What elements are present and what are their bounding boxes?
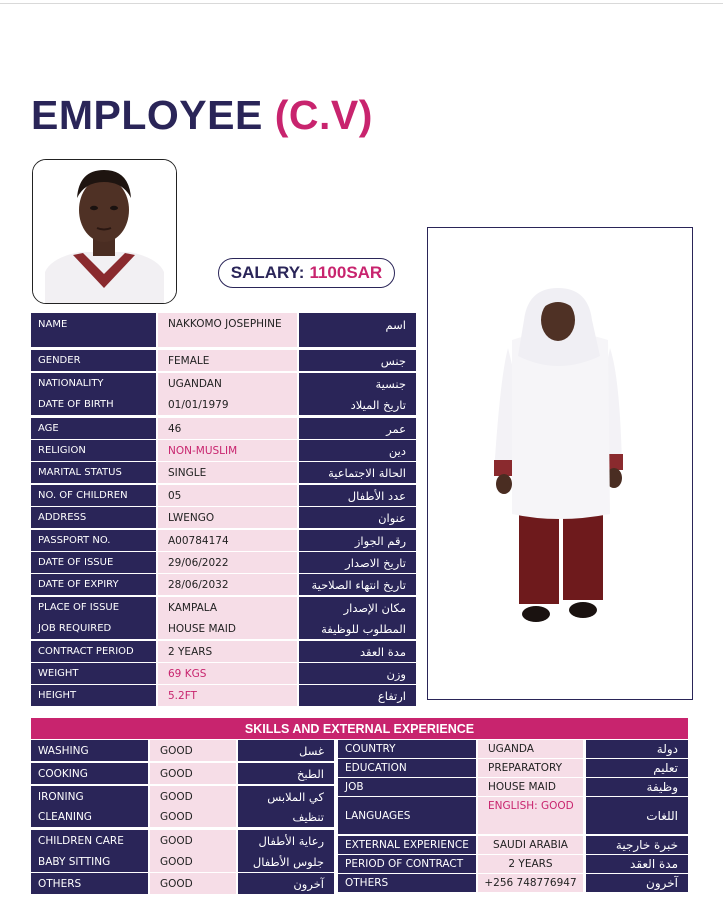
skill-value: GOOD: [150, 873, 236, 894]
table-row: [338, 836, 688, 854]
row-value: A00784174: [158, 530, 297, 551]
table-row: [338, 797, 688, 834]
top-divider: [0, 3, 723, 4]
title-main: EMPLOYEE: [31, 92, 263, 138]
row-arabic-label: مدة العقد: [299, 641, 416, 662]
table-row: [31, 851, 334, 872]
skill-arabic-label: الطبخ: [238, 763, 334, 784]
row-label: WEIGHT: [31, 663, 156, 684]
row-arabic-label: عدد الأطفال: [299, 485, 416, 506]
row-label: NAME: [31, 313, 156, 347]
skill-label: COOKING: [31, 763, 148, 784]
table-row: [31, 873, 334, 894]
experience-arabic-label: دولة: [586, 740, 688, 758]
salary-badge: [218, 258, 395, 288]
skills-section-header: SKILLS AND EXTERNAL EXPERIENCE: [31, 718, 688, 739]
table-row: [338, 874, 688, 892]
skill-arabic-label: آخرون: [238, 873, 334, 894]
row-value: 69 KGS: [158, 663, 297, 684]
table-row: [31, 786, 334, 807]
row-value: 05: [158, 485, 297, 506]
skill-label: BABY SITTING: [31, 851, 148, 872]
row-arabic-label: وزن: [299, 663, 416, 684]
row-label: GENDER: [31, 350, 156, 371]
table-row: [31, 806, 334, 827]
experience-value: PREPARATORY: [478, 759, 583, 777]
row-arabic-label: جنس: [299, 350, 416, 371]
skill-arabic-label: جلوس الأطفال: [238, 851, 334, 872]
row-value: LWENGO: [158, 507, 297, 528]
table-row: [31, 530, 416, 551]
experience-value: HOUSE MAID: [478, 778, 583, 796]
experience-value: +256 748776947: [478, 874, 583, 892]
table-row: [31, 507, 416, 528]
experience-label: EXTERNAL EXPERIENCE: [338, 836, 476, 854]
row-label: JOB REQUIRED: [31, 618, 156, 639]
row-label: DATE OF BIRTH: [31, 394, 156, 415]
skill-label: WASHING: [31, 740, 148, 761]
experience-label: COUNTRY: [338, 740, 476, 758]
table-row: [31, 373, 416, 394]
skill-value: GOOD: [150, 786, 236, 807]
table-row: [31, 313, 416, 347]
skill-value: GOOD: [150, 740, 236, 761]
row-label: NATIONALITY: [31, 373, 156, 394]
skill-value: GOOD: [150, 763, 236, 784]
skill-arabic-label: تنظيف: [238, 806, 334, 827]
skill-arabic-label: رعاية الأطفال: [238, 830, 334, 851]
row-arabic-label: رقم الجواز: [299, 530, 416, 551]
table-row: [31, 394, 416, 415]
row-label: NO. OF CHILDREN: [31, 485, 156, 506]
row-label: PLACE OF ISSUE: [31, 597, 156, 618]
row-label: RELIGION: [31, 440, 156, 461]
row-arabic-label: ارتفاع: [299, 685, 416, 706]
skill-value: GOOD: [150, 851, 236, 872]
portrait-photo: [32, 159, 177, 304]
skill-arabic-label: كي الملابس: [238, 786, 334, 807]
table-row: [31, 830, 334, 851]
table-row: [31, 685, 416, 706]
skill-label: CHILDREN CARE: [31, 830, 148, 851]
table-row: [31, 763, 334, 784]
row-value: 46: [158, 418, 297, 439]
table-row: [338, 759, 688, 777]
row-label: AGE: [31, 418, 156, 439]
row-arabic-label: اسم: [299, 313, 416, 347]
row-arabic-label: الحالة الاجتماعية: [299, 462, 416, 483]
row-value: HOUSE MAID: [158, 618, 297, 639]
page-title: [31, 92, 373, 139]
table-row: [31, 597, 416, 618]
row-arabic-label: جنسية: [299, 373, 416, 394]
experience-arabic-label: آخرون: [586, 874, 688, 892]
skill-value: GOOD: [150, 806, 236, 827]
table-row: [31, 618, 416, 639]
full-body-photo: [427, 227, 693, 700]
experience-label: LANGUAGES: [338, 797, 476, 834]
table-row: [31, 485, 416, 506]
row-label: ADDRESS: [31, 507, 156, 528]
row-arabic-label: تاريخ الميلاد: [299, 394, 416, 415]
row-arabic-label: تاريخ انتهاء الصلاحية: [299, 574, 416, 595]
row-arabic-label: عنوان: [299, 507, 416, 528]
experience-label: JOB: [338, 778, 476, 796]
experience-label: PERIOD OF CONTRACT: [338, 855, 476, 873]
experience-arabic-label: خبرة خارجية: [586, 836, 688, 854]
table-row: [31, 641, 416, 662]
row-value: 29/06/2022: [158, 552, 297, 573]
row-arabic-label: المطلوب للوظيفة: [299, 618, 416, 639]
row-arabic-label: تاريخ الاصدار: [299, 552, 416, 573]
table-row: [338, 855, 688, 873]
salary-label: SALARY:: [230, 263, 305, 282]
table-row: [31, 440, 416, 461]
table-row: [31, 350, 416, 371]
table-row: [31, 552, 416, 573]
row-value: 2 YEARS: [158, 641, 297, 662]
row-value: NAKKOMO JOSEPHINE: [158, 313, 297, 347]
row-arabic-label: عمر: [299, 418, 416, 439]
row-label: PASSPORT NO.: [31, 530, 156, 551]
row-value: UGANDAN: [158, 373, 297, 394]
row-label: DATE OF EXPIRY: [31, 574, 156, 595]
experience-label: EDUCATION: [338, 759, 476, 777]
table-row: [31, 740, 334, 761]
salary-amount: 1100SAR: [309, 263, 383, 282]
row-value: FEMALE: [158, 350, 297, 371]
table-row: [31, 663, 416, 684]
experience-arabic-label: اللغات: [586, 797, 688, 834]
table-row: [338, 740, 688, 758]
experience-label: OTHERS: [338, 874, 476, 892]
title-accent: (C.V): [274, 92, 373, 138]
row-value: NON-MUSLIM: [158, 440, 297, 461]
experience-value: UGANDA: [478, 740, 583, 758]
skill-label: OTHERS: [31, 873, 148, 894]
table-row: [31, 574, 416, 595]
experience-arabic-label: وظيفة: [586, 778, 688, 796]
table-row: [31, 418, 416, 439]
row-value: 01/01/1979: [158, 394, 297, 415]
row-label: CONTRACT PERIOD: [31, 641, 156, 662]
table-row: [31, 462, 416, 483]
experience-value: 2 YEARS: [478, 855, 583, 873]
experience-arabic-label: تعليم: [586, 759, 688, 777]
row-value: KAMPALA: [158, 597, 297, 618]
row-arabic-label: مكان الإصدار: [299, 597, 416, 618]
row-label: DATE OF ISSUE: [31, 552, 156, 573]
row-label: MARITAL STATUS: [31, 462, 156, 483]
experience-arabic-label: مدة العقد: [586, 855, 688, 873]
row-value: 28/06/2032: [158, 574, 297, 595]
skill-label: CLEANING: [31, 806, 148, 827]
experience-value: ENGLISH: GOOD: [478, 797, 583, 834]
row-value: 5.2FT: [158, 685, 297, 706]
skill-label: IRONING: [31, 786, 148, 807]
experience-value: SAUDI ARABIA: [478, 836, 583, 854]
skill-value: GOOD: [150, 830, 236, 851]
row-label: HEIGHT: [31, 685, 156, 706]
row-value: SINGLE: [158, 462, 297, 483]
table-row: [338, 778, 688, 796]
skill-arabic-label: غسل: [238, 740, 334, 761]
row-arabic-label: دين: [299, 440, 416, 461]
